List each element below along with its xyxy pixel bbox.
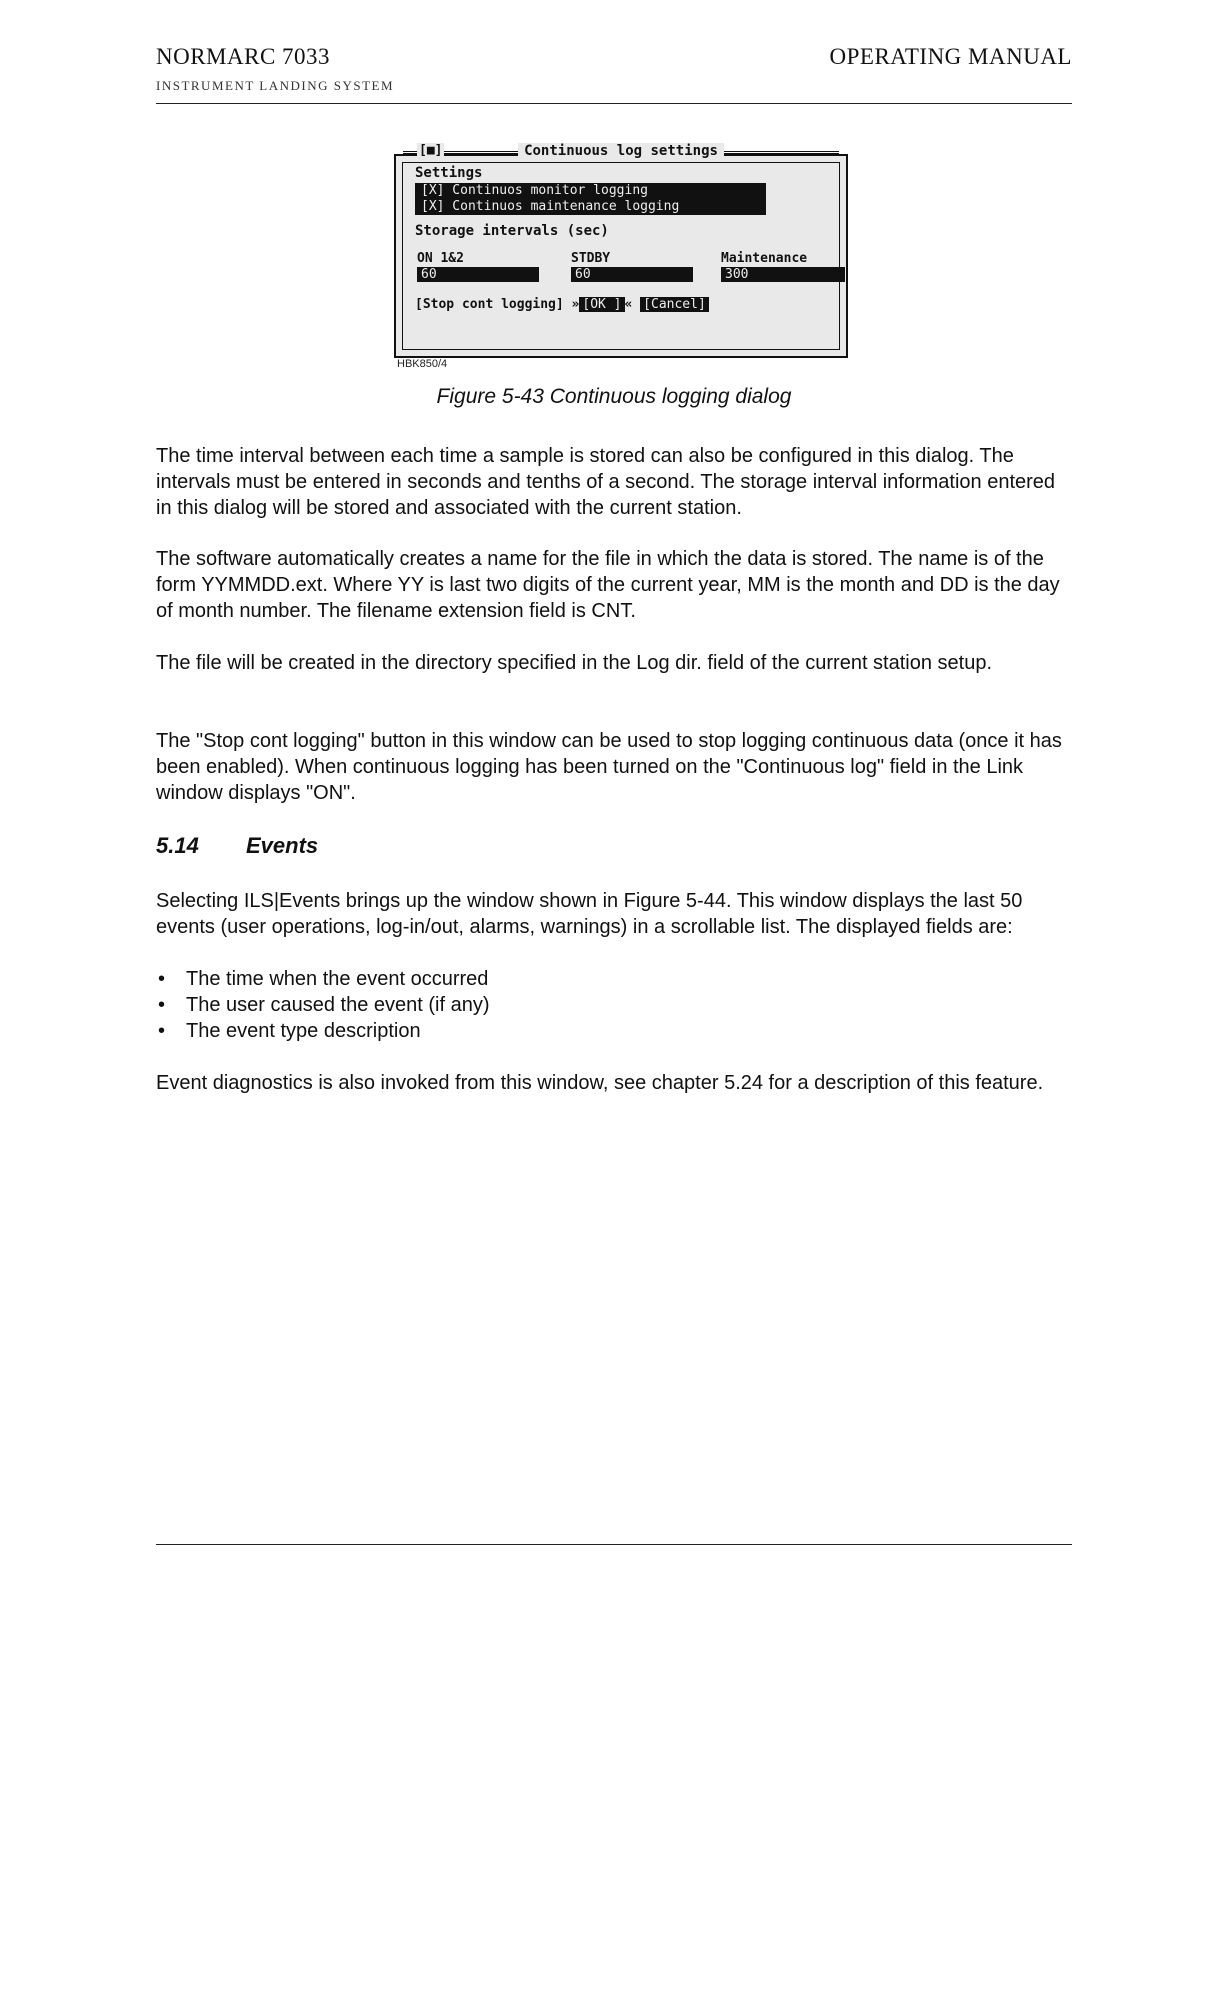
- paragraph-stop-logging: The "Stop cont logging" button in this window can be used to stop logging continuous data (once it has been enabled). When continuous logging has been turned on the "Continuous log" field in the Link window displays "ON".: [156, 730, 1062, 804]
- list-item: • The user caused the event (if any): [156, 992, 1076, 1018]
- dialog-button-row: [415, 297, 709, 312]
- header-right-title: OPERATING MANUAL: [829, 44, 1072, 69]
- on-interval-label: ON 1&2: [417, 251, 464, 266]
- storage-intervals-label: Storage intervals (sec): [415, 223, 609, 239]
- monitor-logging-checkbox[interactable]: [X] Continuos monitor logging: [415, 183, 766, 199]
- header-subtitle: INSTRUMENT LANDING SYSTEM: [156, 78, 395, 93]
- paragraph-events: Selecting ILS|Events brings up the window shown in Figure 5-44. This window displays the last 50 events (user operations, log-in/out, alarms, warnings) in a scrollable list. The displayed fields are:: [156, 890, 1023, 938]
- dialog-title: [403, 143, 839, 159]
- figure-reference: HBK850/4: [397, 358, 448, 370]
- section-title: Events: [246, 833, 319, 858]
- header-rule: [156, 103, 1072, 104]
- section-number: 5.14: [156, 833, 199, 858]
- stop-cont-logging-button[interactable]: [Stop cont logging]: [415, 297, 564, 312]
- list-item: • The time when the event occurred: [156, 966, 1076, 992]
- stdby-interval-input[interactable]: 60: [571, 267, 693, 282]
- paragraph-diagnostics: Event diagnostics is also invoked from this window, see chapter 5.24 for a description of this feature.: [156, 1072, 1044, 1094]
- ok-button[interactable]: [OK ]: [579, 297, 624, 312]
- ok-prefix: »: [571, 297, 580, 312]
- event-fields-list: [156, 966, 1076, 1044]
- paragraph-interval: The time interval between each time a sample is stored can also be configured in this dialog. The intervals must be entered in seconds and tenths of a second. The storage interval information entered in this dialog will be stored and associated with the current station.: [156, 445, 1056, 519]
- dialog-title-text: Continuous log settings: [518, 143, 724, 159]
- figure-caption: Figure 5-43 Continuous logging dialog: [436, 385, 792, 408]
- continuous-log-dialog: [394, 143, 848, 358]
- on-interval-input[interactable]: 60: [417, 267, 539, 282]
- paragraph-directory: The file will be created in the directory specified in the Log dir. field of the current station setup.: [156, 652, 993, 674]
- dialog-frame: [402, 143, 840, 350]
- header-left-title: NORMARC 7033: [156, 44, 331, 69]
- maintenance-interval-input[interactable]: 300: [721, 267, 845, 282]
- cancel-button[interactable]: [Cancel]: [640, 297, 709, 312]
- maintenance-logging-checkbox[interactable]: [X] Continuos maintenance logging: [415, 199, 766, 215]
- maintenance-interval-label: Maintenance: [721, 251, 808, 266]
- settings-label: Settings: [415, 165, 483, 181]
- section-heading: [156, 833, 318, 859]
- list-item: • The event type description: [156, 1018, 1076, 1044]
- ok-suffix: «: [624, 297, 633, 312]
- close-box-icon[interactable]: [■]: [419, 143, 443, 158]
- paragraph-filename: The software automatically creates a name for the file in which the data is stored. The name is of the form YYMMDD.ext. Where YY is last two digits of the current year, MM is the month and DD is the day of month number. The filename extension field is CNT.: [156, 548, 1060, 622]
- footer-rule: [156, 1544, 1072, 1545]
- stdby-interval-label: STDBY: [571, 251, 611, 266]
